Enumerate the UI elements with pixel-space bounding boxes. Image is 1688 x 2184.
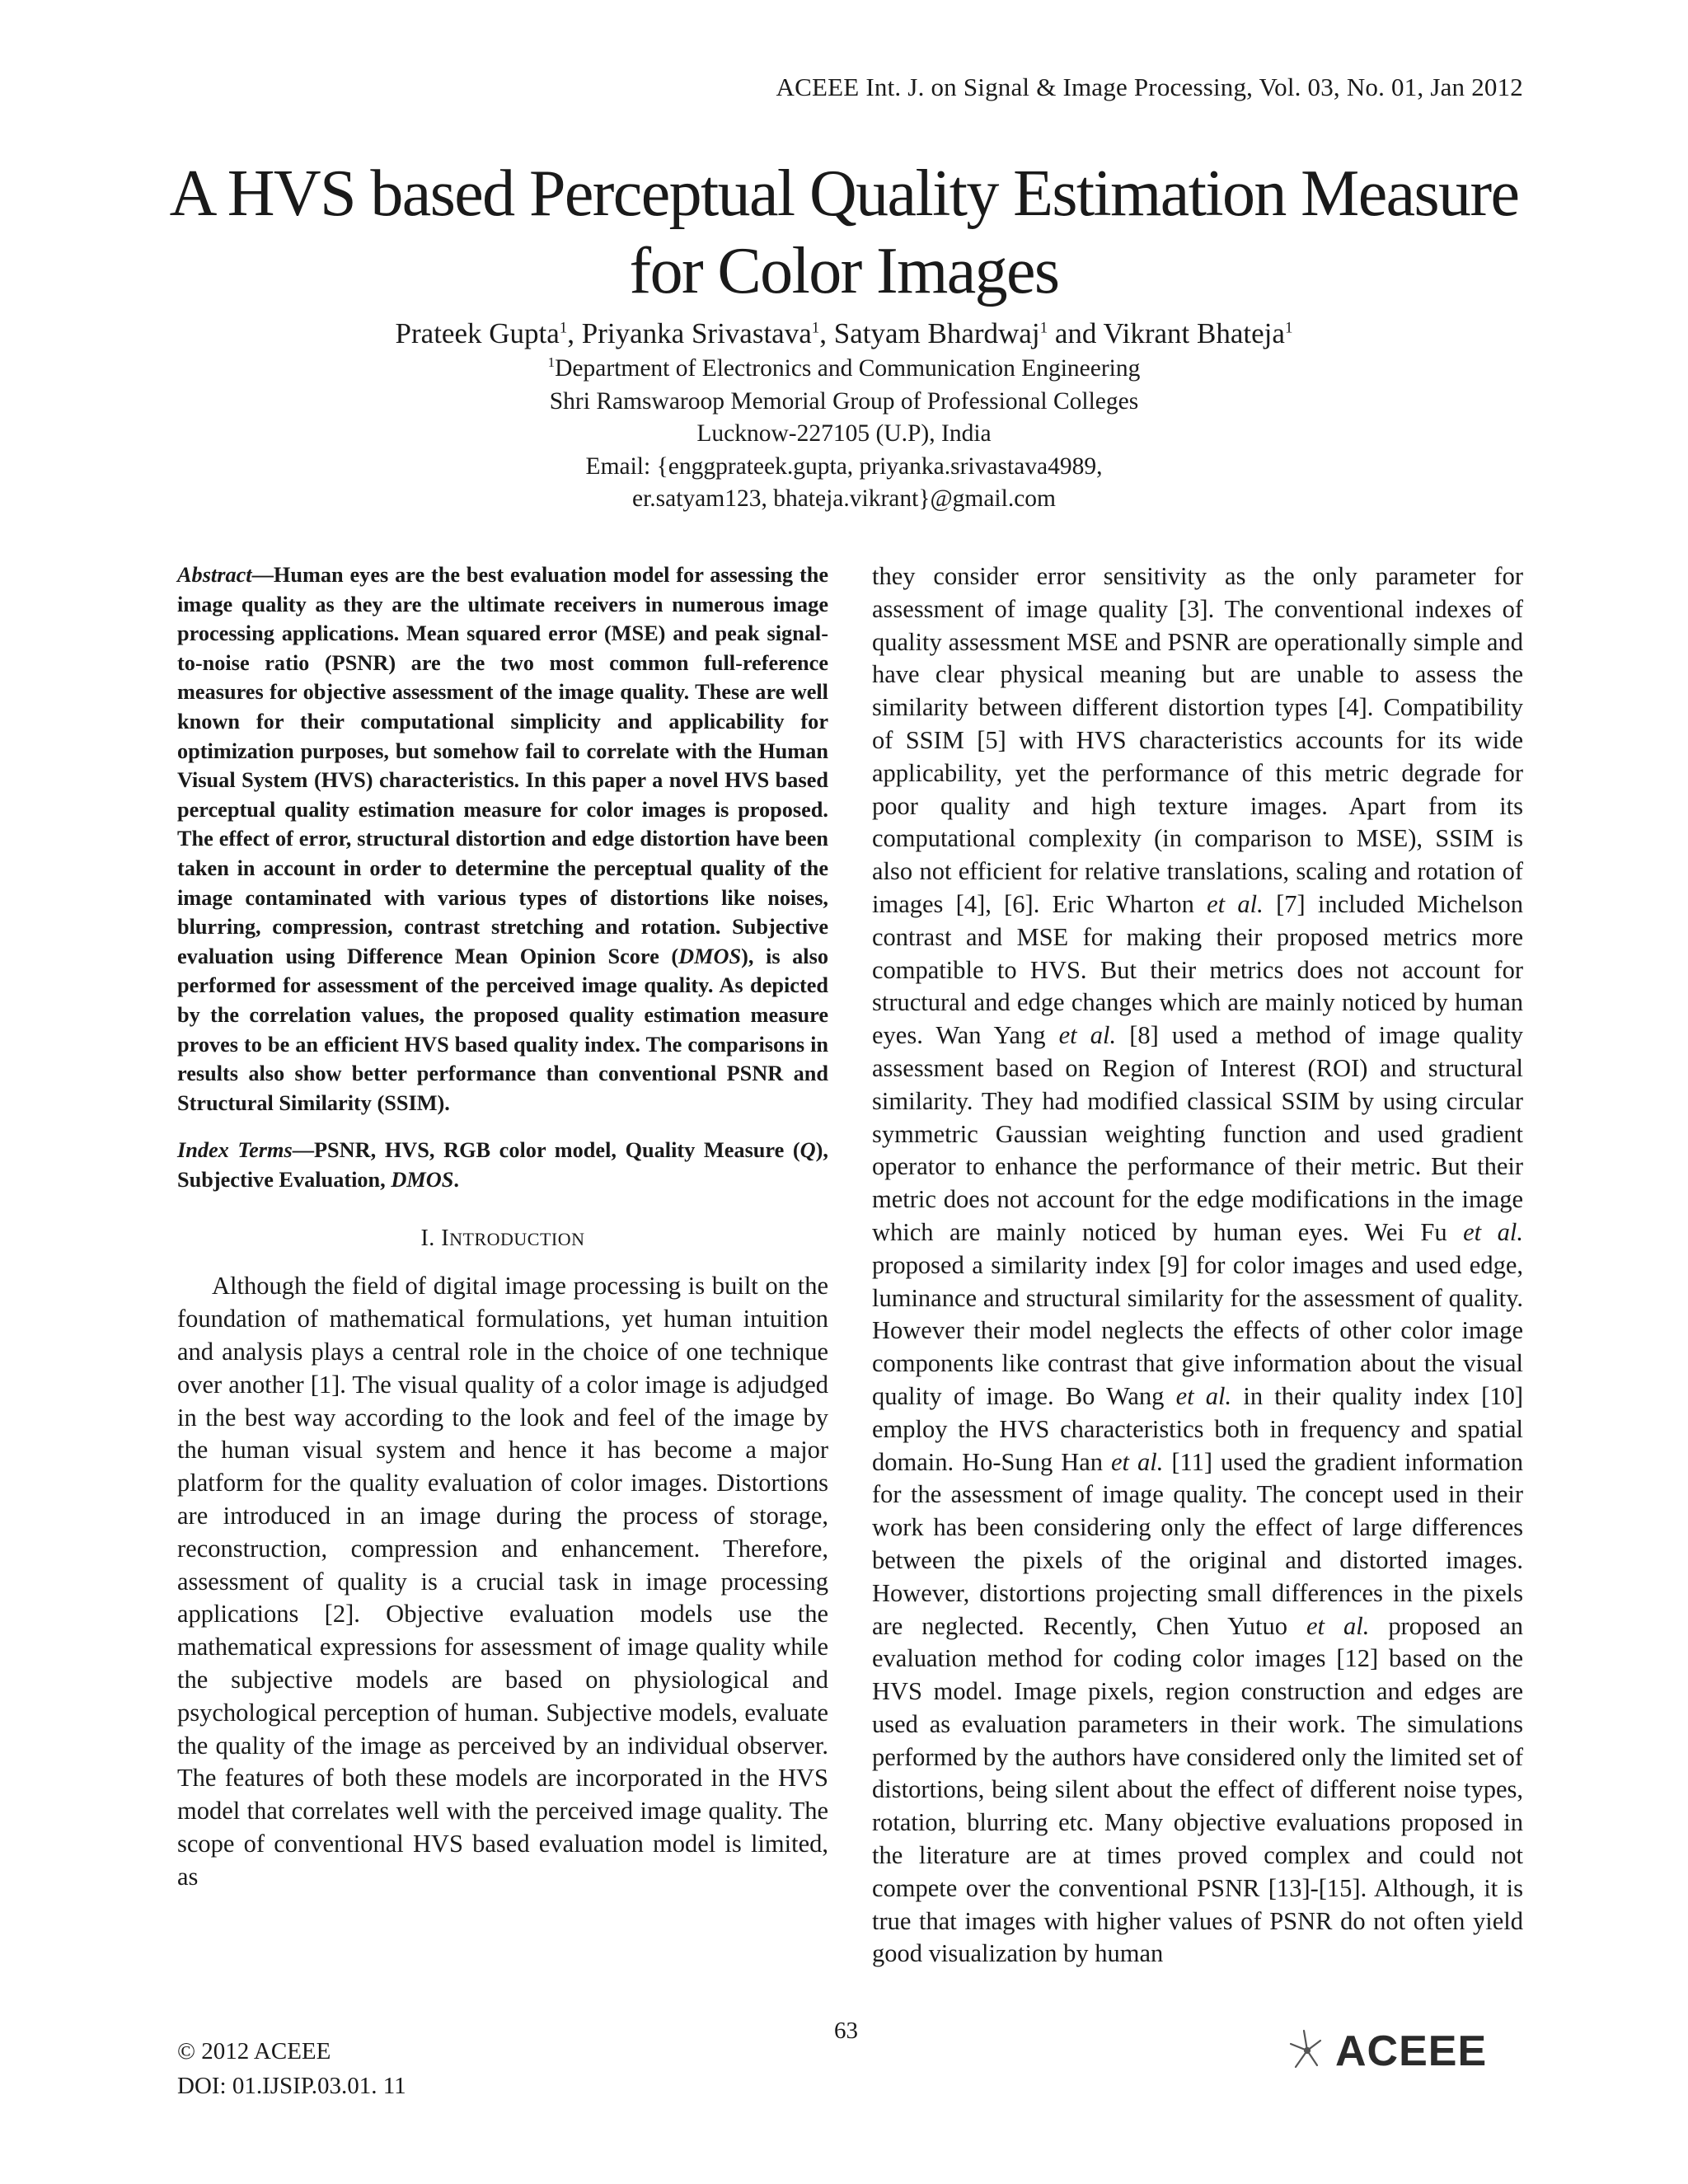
abstract-label: Abstract — [177, 563, 252, 587]
author-4: Vikrant Bhateja$^1$ — [1103, 317, 1293, 349]
title-line-2: for Color Images — [629, 235, 1059, 307]
page-number: 63 — [834, 2018, 858, 2044]
left-column — [177, 560, 828, 1894]
affiliation-email-2: er.satyam123, bhateja.vikrant}@gmail.com — [631, 485, 1056, 512]
author-list — [148, 316, 1540, 352]
right-column — [872, 560, 1523, 1971]
running-head: ACEEE Int. J. on Signal & Image Processing, Vol. 03, No. 01, Jan 2012 — [776, 73, 1523, 101]
index-terms: Index Terms—PSNR, HVS, RGB color model, Quality Measure (Q), Subjective Evaluation, DMOS. — [177, 1138, 828, 1192]
star-icon — [1291, 2031, 1320, 2067]
section-heading-introduction: I. INTRODUCTION — [420, 1226, 585, 1252]
aceee-logo — [1287, 2026, 1526, 2075]
author-1: Prateek Gupta$^1$, — [395, 317, 582, 349]
index-terms-label: Index Terms — [177, 1138, 293, 1163]
author-2: Priyanka Srivastava$^1$, — [581, 317, 834, 349]
copyright: © 2012 ACEEE — [177, 2038, 331, 2064]
affiliation — [148, 353, 1540, 516]
intro-paragraph-right: they consider error sensitivity as the only parameter for assessment of image quality [3]. The conventional indexes of quality assessment MSE and PSNR are operationally simple and have clear physical meaning but are unable to assess the similarity between different distortion types [4]. Compatibility of SSIM [5] with HVS characteristics accounts for its wide applicability, yet the performance of this metric degrade for poor quality and high texture images. Apart from its computational complexity (in comparison to MSE), SSIM is also not efficient for relative translations, scaling and rotation of images [4], [6]. Eric Wharton et al. [7] included Michelson contrast and MSE for making their proposed metrics more compatible to HVS. But their metrics does not account for structural and edge changes which are mainly noticed by human eyes. Wan Yang et al. [8] used a method of image quality assessment based on Region of Interest (ROI) and structural similarity. They had modified classical SSIM by using circular symmetric Gaussian weighting function and used gradient operator to enhance the performance of their metric. But their metric does not account for the edge modifications in the image which are mainly noticed by human eyes. Wei Fu et al. proposed a similarity index [9] for color images and used edge, luminance and structural similarity for the assessment of quality. However their model neglects the effects of other color image components like contrast that give information about the visual quality of image. Bo Wang et al. in their quality index [10] employ the HVS characteristics both in frequency and spatial domain. Ho-Sung Han et al. [11] used the gradient information for the assessment of image quality. The concept used in their work has been considering only the effect of large differences between the pixels of the original and distorted images. However, distortions projecting small differences in the pixels are neglected. Recently, Chen Yutuo et al. proposed an evaluation method for coding color images [12] based on the HVS model. Image pixels, region construction and edges are used as evaluation parameters in their work. The simulations performed by the authors have considered only the limited set of distortions, being silent about the effect of different noise types, rotation, blurring etc. Many objective evaluations proposed in the literature are at times proved complex and could not compete over the conventional PSNR [13]-[15]. Although, it is true that images with higher values of PSNR do not often yield good visualization by human — [872, 562, 1523, 1968]
logo-text: ACEEE — [1335, 2027, 1488, 2075]
abstract: Abstract—Human eyes are the best evaluation model for assessing the image quality as they are the ultimate receivers in numerous image processing applications. Mean squared error (MSE) and peak signal-to-noise ratio (PSNR) are the two most common full-reference measures for objective assessment of the image quality. These are well known for their computational simplicity and applicability for optimization purposes, but somehow fail to correlate with the Human Visual System (HVS) characteristics. In this paper a novel HVS based perceptual quality estimation measure for color images is proposed. The effect of error, structural distortion and edge distortion have been taken in account in order to determine the perceptual quality of the image contaminated with various types of distortions like noises, blurring, compression, contrast stretching and rotation. Subjective evaluation using Difference Mean Opinion Score (DMOS), is also performed for assessment of the perceived image quality. As depicted by the correlation values, the proposed quality estimation measure proves to be an efficient HVS based quality index. The comparisons in results also show better performance than conventional PSNR and Structural Similarity (SSIM). — [177, 563, 828, 1115]
affiliation-institution: Shri Ramswaroop Memorial Group of Professional Colleges — [549, 387, 1139, 415]
intro-paragraph-left: Although the field of digital image processing is built on the foundation of mathematical formulations, yet human intuition and analysis plays a central role in the choice of one technique over another [1]. The visual quality of a color image is adjudged in the best way according to the look and feel of the image by the human visual system and hence it has become a major platform for the quality evaluation of color images. Distortions are introduced in an image during the process of storage, reconstruction, compression and enhancement. Therefore, assessment of quality is a crucial task in image processing applications [2]. Objective evaluation models use the mathematical expressions for assessment of image quality while the subjective models are based on physiological and psychological perception of human. Subjective models, evaluate the quality of the image as perceived by an individual observer. The features of both these models are incorporated in the HVS model that correlates well with the perceived image quality. The scope of conventional HVS based evaluation model is limited, as — [177, 1272, 828, 1891]
doi: DOI: 01.IJSIP.03.01. 11 — [177, 2073, 406, 2099]
affiliation-department: $^1$Department of Electronics and Communication Engineering — [547, 354, 1141, 382]
affiliation-city: Lucknow-227105 (U.P), India — [696, 420, 992, 447]
paper-title — [148, 155, 1540, 310]
author-3: Satyam Bhardwaj$^1$ and — [833, 317, 1104, 349]
title-line-1: A HVS based Perceptual Quality Estimation Measure — [169, 157, 1519, 230]
footer-info — [177, 2034, 406, 2103]
affiliation-email-1: Email: {enggprateek.gupta, priyanka.srivastava4989, — [585, 452, 1103, 480]
